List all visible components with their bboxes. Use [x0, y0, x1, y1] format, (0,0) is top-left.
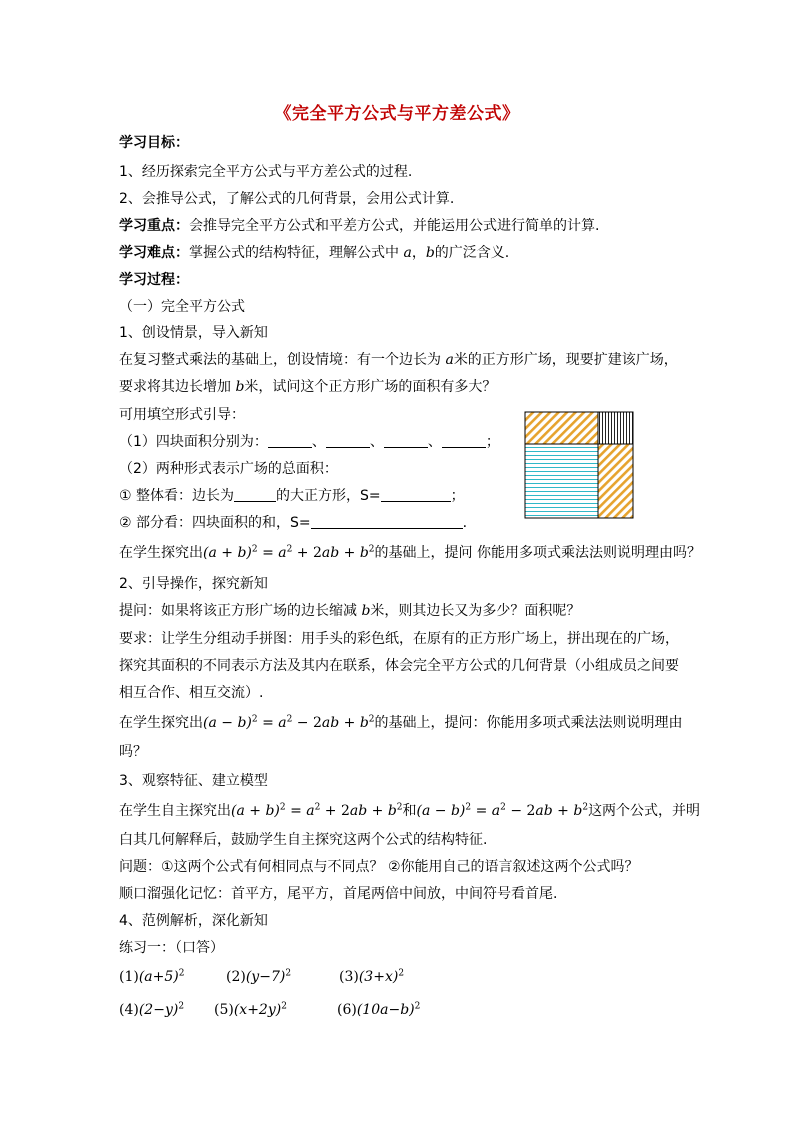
key-point-line [119, 216, 599, 236]
area-a-b-top [525, 412, 598, 444]
requirement-line-3: 相互合作、相互交流）. [119, 685, 264, 701]
exercise-number: (5) [214, 1002, 234, 1018]
derived2-text-b: 的基础上，提问：你能用多项式乘法法则说明理由 [374, 715, 683, 731]
square-area-figure [524, 411, 634, 519]
requirement-line-1: 要求：让学生分组动手拼图：用手头的彩色纸，在原有的正方形广场上，拼出现在的广场， [119, 631, 679, 647]
derived2-text-a: 在学生探究出 [119, 715, 203, 731]
exercise-item-3: $(3)(3+x)^2$ [339, 968, 405, 985]
blank-whole-area[interactable] [381, 487, 451, 502]
blank-side-length[interactable] [234, 487, 276, 502]
process-heading: 学习过程： [119, 272, 189, 288]
whole-text-b: 的大正方形，S= [276, 488, 381, 504]
difficulty-sep: ， [411, 245, 426, 261]
step-2-heading: 2、引导操作，探究新知 [119, 576, 268, 592]
ask-line [119, 601, 580, 621]
exercise-item-4: $(4)(2-y)^2$ [119, 1001, 185, 1018]
blank-area-3[interactable] [384, 433, 428, 448]
whole-view-line [119, 486, 465, 506]
fill-intro: 可用填空形式引导： [119, 407, 245, 423]
difficulty-text-a: 掌握公式的结构特征，理解公式中 [189, 245, 404, 261]
scenario-var-a: a [445, 352, 454, 368]
exercise-expression: (3+x) [358, 969, 399, 985]
blank-area-4[interactable] [442, 433, 486, 448]
step-1-heading: 1、创设情景，导入新知 [119, 325, 268, 341]
part-end: . [462, 515, 468, 531]
document-title: 《完全平方公式与平方差公式》 [274, 104, 520, 124]
ask-text-a: 提问：如果将该正方形广场的边长缩减 [119, 603, 362, 619]
scenario2-var-b: b [235, 379, 245, 395]
exercise-item-2: $(2)(y-7)^2$ [226, 968, 292, 985]
fill-end: ； [485, 434, 500, 450]
goal-item-1: 1、经历探索完全平方公式与平方差公式的过程. [119, 164, 413, 180]
scenario-line-1 [119, 350, 678, 370]
exercise-expression: (10a−b) [356, 1002, 415, 1018]
area-a-b-right [598, 444, 633, 518]
exercise-expression: (2−y) [138, 1002, 179, 1018]
key-point-label: 学习重点： [119, 218, 189, 234]
exercise-item-5: $(5)(x+2y)^2$ [214, 1001, 287, 1018]
exercise-item-1: $(1)(a+5)^2$ [119, 968, 185, 985]
scenario-text-a: 在复习整式乘法的基础上，创设情境：有一个边长为 [119, 352, 446, 368]
scenario2-text-b: 米，试问这个正方形广场的面积有多大？ [244, 379, 497, 395]
question-line: 问题：①这两个公式有何相同点与不同点？ ②你能用自己的语言叙述这两个公式吗？ [119, 859, 639, 875]
step-3-heading: 3、观察特征、建立模型 [119, 773, 268, 789]
fill1-label: （1）四块面积分别为： [119, 434, 268, 450]
fill-sep-2: 、 [369, 434, 384, 450]
blank-area-2[interactable] [326, 433, 370, 448]
part-text-a: ② 部分看：四块面积的和，S= [119, 515, 311, 531]
model-and: 和 [402, 803, 417, 819]
exercise-expression: (x+2y) [233, 1002, 282, 1018]
difficulty-var-a: a [403, 245, 412, 261]
goals-heading: 学习目标： [119, 135, 189, 151]
whole-text-a: ① 整体看：边长为 [119, 488, 235, 504]
exercise-expression: (y−7) [245, 969, 286, 985]
model-text-b: 这两个公式，并明 [588, 803, 701, 819]
model-text-a: 在学生自主探究出 [119, 803, 231, 819]
formula-model-diff: $(a - b)^2 = a^2 - 2ab + b^2$ [416, 802, 589, 819]
step-4-heading: 4、范例解析，深化新知 [119, 913, 268, 929]
exercise-number: (3) [339, 969, 359, 985]
section-1-heading: （一）完全平方公式 [119, 299, 245, 315]
derived-2-line-2: 吗？ [119, 744, 147, 760]
fill-sep-3: 、 [427, 434, 442, 450]
ask-text-b: 米，则其边长又为多少？面积呢？ [370, 603, 581, 619]
scenario-line-2 [119, 377, 496, 397]
ask-var-b: b [361, 603, 371, 619]
exercise-number: (2) [226, 969, 246, 985]
derived1-text-a: 在学生探究出 [119, 545, 203, 561]
formula-model-sum: $(a + b)^2 = a^2 + 2ab + b^2$ [231, 802, 403, 819]
area-b-squared [598, 412, 633, 444]
derived1-text-b: 的基础上，提问 你能用多项式乘法法则说明理由吗？ [374, 545, 701, 561]
whole-end: ； [450, 488, 465, 504]
goal-item-2: 2、会推导公式，了解公式的几何背景，会用公式计算. [119, 191, 455, 207]
mnemonic-line: 顺口溜强化记忆：首平方，尾平方，首尾两倍中间放，中间符号看首尾. [119, 886, 558, 902]
model-line-1 [119, 801, 700, 821]
model-line-2: 白其几何解释后，鼓励学生自主探究这两个公式的结构特征. [119, 832, 488, 848]
difficulty-label: 学习难点： [119, 245, 189, 261]
derived-2-line [119, 713, 683, 733]
part-view-line [119, 513, 467, 533]
difficulty-var-b: b [425, 245, 435, 261]
exercise-item-6: $(6)(10a-b)^2$ [337, 1001, 421, 1018]
formula-square-diff: $(a - b)^2 = a^2 - 2ab + b^2$ [203, 714, 375, 731]
difficulty-line [119, 243, 509, 263]
exercise-1-heading: 练习一：（口答） [119, 940, 224, 956]
key-point-text: 会推导完全平方公式和平差方公式，并能运用公式进行简单的计算. [189, 218, 600, 234]
exercise-expression: (a+5) [138, 969, 179, 985]
blank-part-area[interactable] [311, 514, 463, 529]
exercise-number: (6) [337, 1002, 357, 1018]
requirement-line-2: 探究其面积的不同表示方法及其内在联系，体会完全平方公式的几何背景（小组成员之间要 [119, 658, 679, 674]
blank-area-1[interactable] [268, 433, 312, 448]
difficulty-text-b: 的广泛含义. [434, 245, 510, 261]
scenario-text-b: 米的正方形广场，现要扩建该广场， [453, 352, 678, 368]
fill-line-1 [119, 432, 500, 452]
fill-line-2: （2）两种形式表示广场的总面积： [119, 461, 338, 477]
derived-1-line [119, 543, 701, 563]
exercise-number: (1) [119, 969, 139, 985]
area-a-squared [525, 444, 598, 518]
exercise-number: (4) [119, 1002, 139, 1018]
scenario2-text-a: 要求将其边长增加 [119, 379, 236, 395]
fill-sep-1: 、 [311, 434, 326, 450]
formula-square-sum: $(a + b)^2 = a^2 + 2ab + b^2$ [203, 544, 375, 561]
